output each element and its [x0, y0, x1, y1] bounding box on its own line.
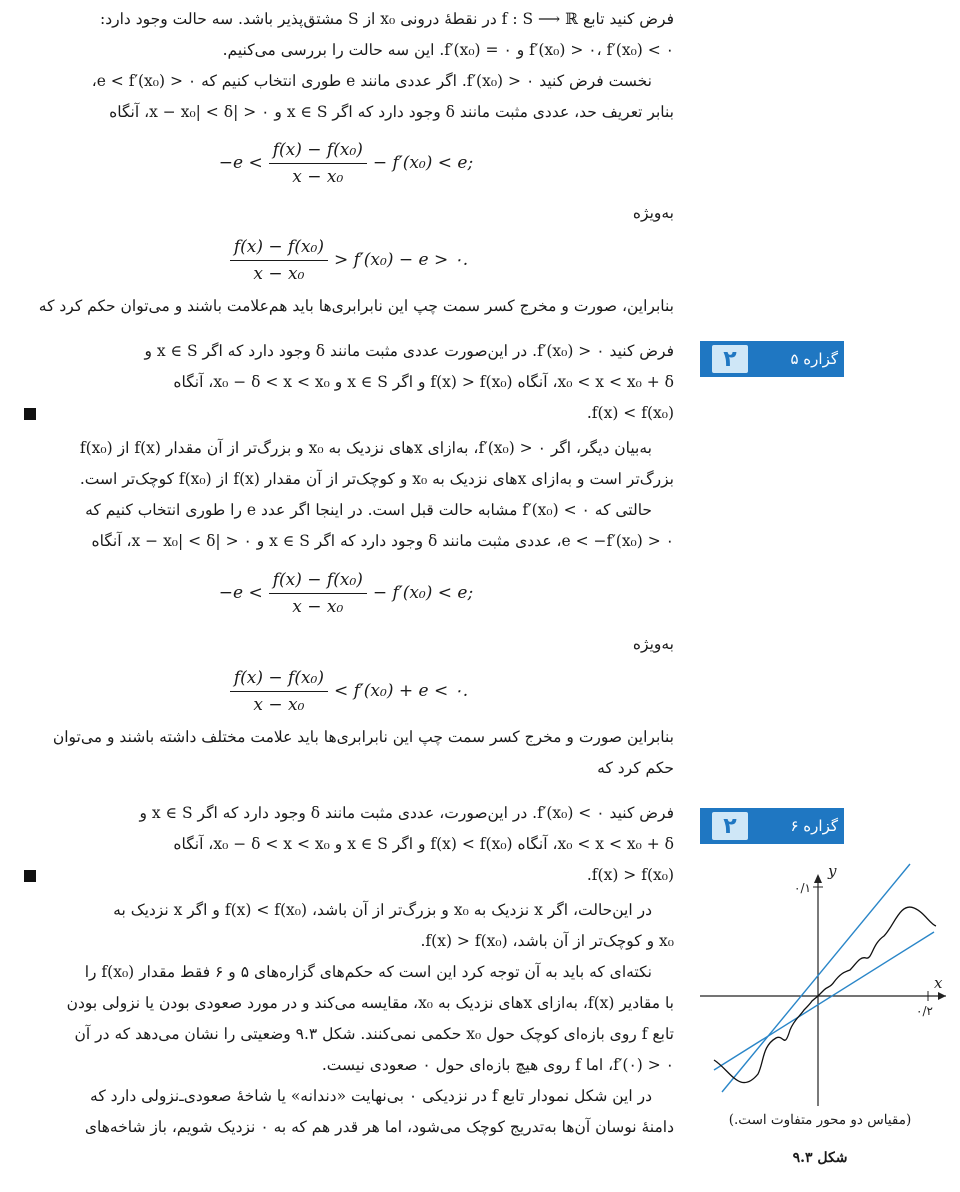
- chapter-emblem-icon: ۲: [712, 345, 748, 373]
- case-negative-conclusion-2: حکم کرد که: [597, 759, 674, 777]
- upper-bound-line: [722, 864, 910, 1092]
- eq-right: − f′(x₀) < e;: [372, 582, 474, 603]
- remark2-line-4: f′(۰) > ۰، اما f روی هیچ بازه‌ای حول ۰ صعودی نیست.: [321, 1056, 674, 1074]
- prop5-line-3: [18, 398, 674, 429]
- remark2-line-1: نکته‌ای که باید به آن توجه کرد این است که حکم‌های گزاره‌های ۵ و ۶ فقط مقدار f(x₀) را: [84, 963, 652, 981]
- numerator: f(x) − f(x₀): [269, 139, 367, 164]
- prop5-line-1: فرض کنید f′(x₀) > ۰. در این‌صورت عددی مثبت مانند δ وجود دارد که اگر x ∈ S و: [144, 342, 674, 360]
- x-axis-arrow-icon: [938, 992, 946, 1000]
- case-negative-line-3: حالتی که f′(x₀) < ۰ مشابه حالت قبل است. در اینجا اگر عدد e را طوری انتخاب کنیم که: [85, 501, 652, 519]
- eq-left: −e <: [218, 582, 263, 603]
- fraction: [269, 139, 367, 188]
- case-negative-line-2: بزرگ‌تر است و به‌ازای xهای نزدیک به x₀ و کوچک‌تر از آن مقدار f(x) از f(x₀) کوچک‌تر است.: [79, 470, 674, 488]
- fraction: [230, 667, 328, 716]
- case-negative-line-1: به‌بیان دیگر، اگر f′(x₀) > ۰، به‌ازای xهای نزدیک به x₀ و بزرگ‌تر از آن مقدار f(x) از f(x₀): [79, 439, 652, 457]
- eq-right: > f′(x₀) − e > ۰.: [333, 249, 469, 270]
- proposition-5-label: گزاره ۵: [790, 350, 838, 368]
- eq-right: − f′(x₀) < e;: [372, 152, 474, 173]
- equation-positive-2: [18, 229, 674, 291]
- fraction: [230, 236, 328, 285]
- remark1-line-1: در این‌حالت، اگر x نزدیک به x₀ و بزرگ‌تر از آن باشد، f(x) < f(x₀) و اگر x نزدیک به: [113, 901, 652, 919]
- figure-plot: [700, 860, 950, 1110]
- eq-left: −e <: [218, 152, 263, 173]
- remark3-line-2: دامنهٔ نوسان آن‌ها به‌تدریج کوچک می‌شود، اما هر قدر هم که به ۰ نزدیک شویم، باز شاخه‌های: [84, 1118, 674, 1136]
- equation-negative-2: [18, 660, 674, 722]
- case-negative-line-4: ۰ < e < −f′(x₀)، عددی مثبت مانند δ وجود دارد که اگر x ∈ S و ۰ < |x − x₀| < δ، آنگاه: [91, 532, 674, 550]
- remark3-line-1: در این شکل نمودار تابع f در نزدیکی ۰ بی‌نهایت «دندانه» یا شاخهٔ صعودی‌ـ‌نزولی دارد که: [90, 1087, 652, 1105]
- equation-negative-1: [18, 557, 674, 629]
- prop6-line-2: x₀ < x < x₀ + δ، آنگاه f(x) < f(x₀) و اگر x ∈ S و x₀ − δ < x < x₀، آنگاه: [173, 835, 674, 853]
- prop6-line-1: فرض کنید f′(x₀) < ۰. در این‌صورت، عددی مثبت مانند δ وجود دارد که اگر x ∈ S و: [139, 804, 674, 822]
- intro-line-2: f′(x₀) > ۰، f′(x₀) < ۰ و f′(x₀) = ۰. این سه حالت را بررسی می‌کنیم.: [222, 41, 674, 59]
- qed-square-icon: [24, 408, 36, 420]
- figure-caption-note: (مقیاس دو محور متفاوت است.): [728, 1112, 912, 1128]
- case-positive-line-2: بنابر تعریف حد، عددی مثبت مانند δ وجود دارد که اگر x ∈ S و ۰ < |x − x₀| < δ، آنگاه: [109, 103, 674, 121]
- denominator: x − x₀: [292, 596, 344, 617]
- prop5-statement-end: f(x) < f(x₀).: [586, 404, 674, 422]
- numerator: f(x) − f(x₀): [230, 667, 328, 692]
- intro-line-1: فرض کنید تابع f : S ⟶ ℝ در نقطهٔ درونی x₀ از S مشتق‌پذیر باشد. سه حالت وجود دارد:: [99, 10, 674, 28]
- numerator: f(x) − f(x₀): [230, 236, 328, 261]
- special-label: به‌ویژه: [632, 204, 674, 222]
- eq-right: < f′(x₀) + e < ۰.: [333, 680, 469, 701]
- case-positive-line-1: نخست فرض کنید f′(x₀) > ۰. اگر عددی مانند e طوری انتخاب کنیم که ۰ < e < f′(x₀)،: [91, 72, 652, 90]
- special-label: به‌ویژه: [632, 635, 674, 653]
- remark2-line-2: با مقادیر f(x)، به‌ازای xهای نزدیک به x₀، مقایسه می‌کند و در مورد صعودی بودن یا نزولی بودن: [66, 994, 674, 1012]
- chapter-emblem-icon: ۲: [712, 812, 748, 840]
- numerator: f(x) − f(x₀): [269, 569, 367, 594]
- figure-title: شکل ۹.۳: [792, 1150, 848, 1166]
- lower-bound-line: [714, 932, 934, 1070]
- denominator: x − x₀: [253, 263, 305, 284]
- main-text-column: [18, 4, 674, 1143]
- denominator: x − x₀: [253, 694, 305, 715]
- remark1-line-2: x₀ و کوچک‌تر از آن باشد، f(x) > f(x₀).: [420, 932, 674, 950]
- proposition-5-tag: [700, 341, 844, 377]
- y-axis-label: y: [828, 862, 837, 880]
- case-positive-conclusion: بنابراین، صورت و مخرج کسر سمت چپ این نابرابری‌ها باید هم‌علامت باشند و می‌توان حکم کرد که: [38, 297, 674, 315]
- oscillating-curve: [714, 907, 936, 1083]
- case-negative-conclusion-1: بنابراین صورت و مخرج کسر سمت چپ این نابرابری‌ها باید علامت مختلف داشته باشند و می‌توان: [52, 728, 674, 746]
- denominator: x − x₀: [292, 166, 344, 187]
- fraction: [269, 569, 367, 618]
- figure-9-3: [700, 860, 950, 1190]
- prop6-line-3: [18, 860, 674, 891]
- y-tick-label: ۰/۱: [794, 881, 811, 895]
- prop5-line-2: x₀ < x < x₀ + δ، آنگاه f(x) > f(x₀) و اگر x ∈ S و x₀ − δ < x < x₀، آنگاه: [173, 373, 674, 391]
- proposition-6-tag: [700, 808, 844, 844]
- remark2-line-3: تابع f روی بازه‌ای کوچک حول x₀ حکمی نمی‌کنند. شکل ۹.۳ وضعیتی را نشان می‌دهد که در آن: [74, 1025, 674, 1043]
- qed-square-icon: [24, 870, 36, 882]
- x-tick-label: ۰/۲: [916, 1004, 933, 1018]
- proposition-6-label: گزاره ۶: [790, 817, 838, 835]
- equation-positive-1: [18, 128, 674, 198]
- prop6-statement-end: f(x) > f(x₀).: [586, 866, 674, 884]
- x-axis-label: x: [934, 974, 943, 992]
- y-axis-arrow-icon: [814, 874, 822, 883]
